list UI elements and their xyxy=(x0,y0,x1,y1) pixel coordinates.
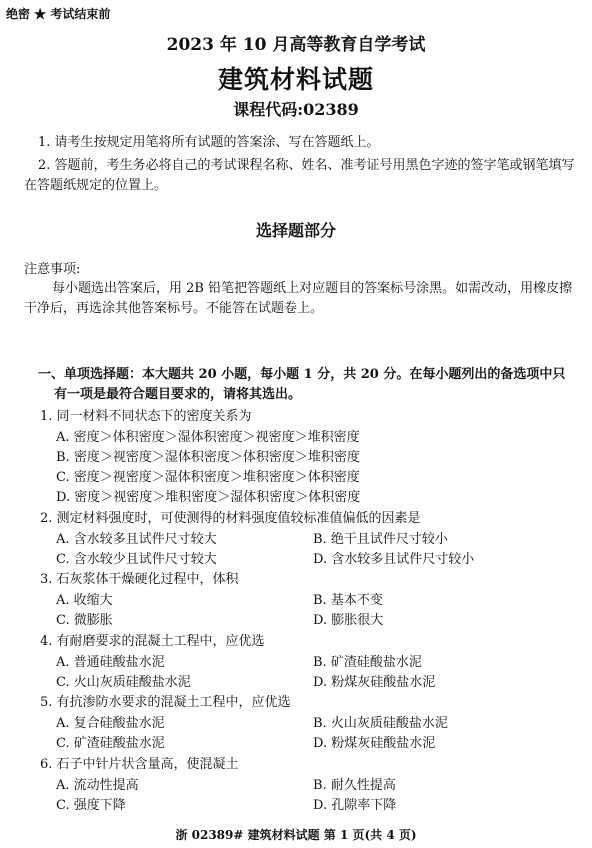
question-6-stem: 6. 石子中针片状含量高，使混凝土 xyxy=(40,757,239,772)
part-heading xyxy=(38,365,568,405)
question-3-option-a: A. 收缩大 xyxy=(56,593,113,608)
question-1-option-a: A. 密度＞体积密度＞湿体积密度＞视密度＞堆积密度 xyxy=(56,430,360,445)
question-6-option-c: C. 强度下降 xyxy=(56,798,126,813)
course-code: 课程代码:02389 xyxy=(233,100,359,119)
question-4-option-d: D. 粉煤灰硅酸盐水泥 xyxy=(313,675,436,690)
page-footer: 浙 02389# 建筑材料试题 第 1 页(共 4 页) xyxy=(175,828,417,842)
question-1-option-c: C. 密度＞视密度＞湿体积密度＞堆积密度＞体积密度 xyxy=(56,470,360,485)
question-3-stem: 3. 石灰浆体干燥硬化过程中，体积 xyxy=(40,572,239,587)
question-4-option-b: B. 矿渣硅酸盐水泥 xyxy=(313,655,422,670)
exam-title: 2023 年 10 月高等教育自学考试 xyxy=(166,35,426,55)
question-1-option-b: B. 密度＞视密度＞湿体积密度＞体积密度＞堆积密度 xyxy=(56,450,360,465)
question-2-option-b: B. 绝干且试件尺寸较小 xyxy=(313,532,448,547)
page-title: 建筑材料试题 xyxy=(217,65,374,94)
question-3-option-d: D. 膨胀很大 xyxy=(313,613,384,628)
question-5-option-b: B. 火山灰质硅酸盐水泥 xyxy=(313,716,448,731)
question-3-option-c: C. 微膨胀 xyxy=(56,613,113,628)
question-1-option-d: D. 密度＞视密度＞堆积密度＞湿体积密度＞体积密度 xyxy=(56,490,361,505)
question-4-stem: 4. 有耐磨要求的混凝土工程中，应优选 xyxy=(40,634,265,649)
notice-label: 注意事项: xyxy=(24,262,81,277)
question-5-option-c: C. 矿渣硅酸盐水泥 xyxy=(56,736,165,751)
question-3-option-b: B. 基本不变 xyxy=(313,593,383,608)
section-title: 选择题部分 xyxy=(255,221,336,240)
instruction-2: 2. 答题前，考生务必将自己的考试课程名称、姓名、准考证号用黑色字迹的签字笔或钢笔填写在答题纸规定的位置上。 xyxy=(24,158,575,193)
instruction-1: 1. 请考生按规定用笔将所有试题的答案涂、写在答题纸上。 xyxy=(38,135,380,150)
question-6-option-b: B. 耐久性提高 xyxy=(313,778,396,793)
question-6-option-d: D. 孔隙率下降 xyxy=(313,798,397,813)
question-5-option-d: D. 粉煤灰硅酸盐水泥 xyxy=(313,736,436,751)
question-2-option-c: C. 含水较少且试件尺寸较大 xyxy=(56,552,217,567)
notice-text: 每小题选出答案后，用 2B 铅笔把答题纸上对应题目的答案标号涂黑。如需改动，用橡皮擦干净后，再选涂其他答案标号。不能答在试题卷上。 xyxy=(24,281,573,316)
part-heading-line2: 有一项是最符合题目要求的，请将其选出。 xyxy=(54,387,302,402)
question-2-option-a: A. 含水较多且试件尺寸较大 xyxy=(56,532,217,547)
question-1-stem: 1. 同一材料不同状态下的密度关系为 xyxy=(40,409,252,424)
question-6-option-a: A. 流动性提高 xyxy=(56,778,139,793)
question-4-option-a: A. 普通硅酸盐水泥 xyxy=(56,655,165,670)
question-2-option-d: D. 含水较多且试件尺寸较小 xyxy=(313,552,475,567)
question-2-stem: 2. 测定材料强度时，可使测得的材料强度值较标准值偏低的因素是 xyxy=(40,511,421,526)
question-5-stem: 5. 有抗渗防水要求的混凝土工程中，应优选 xyxy=(40,695,291,710)
question-4-option-c: C. 火山灰质硅酸盐水泥 xyxy=(56,675,191,690)
question-5-option-a: A. 复合硅酸盐水泥 xyxy=(56,716,165,731)
confidential-label: 绝密 ★ 考试结束前 xyxy=(6,7,111,21)
part-heading-line1: 一、单项选择题：本大题共 20 小题，每小题 1 分，共 20 分。在每小题列出的备选项中只 xyxy=(38,367,566,382)
